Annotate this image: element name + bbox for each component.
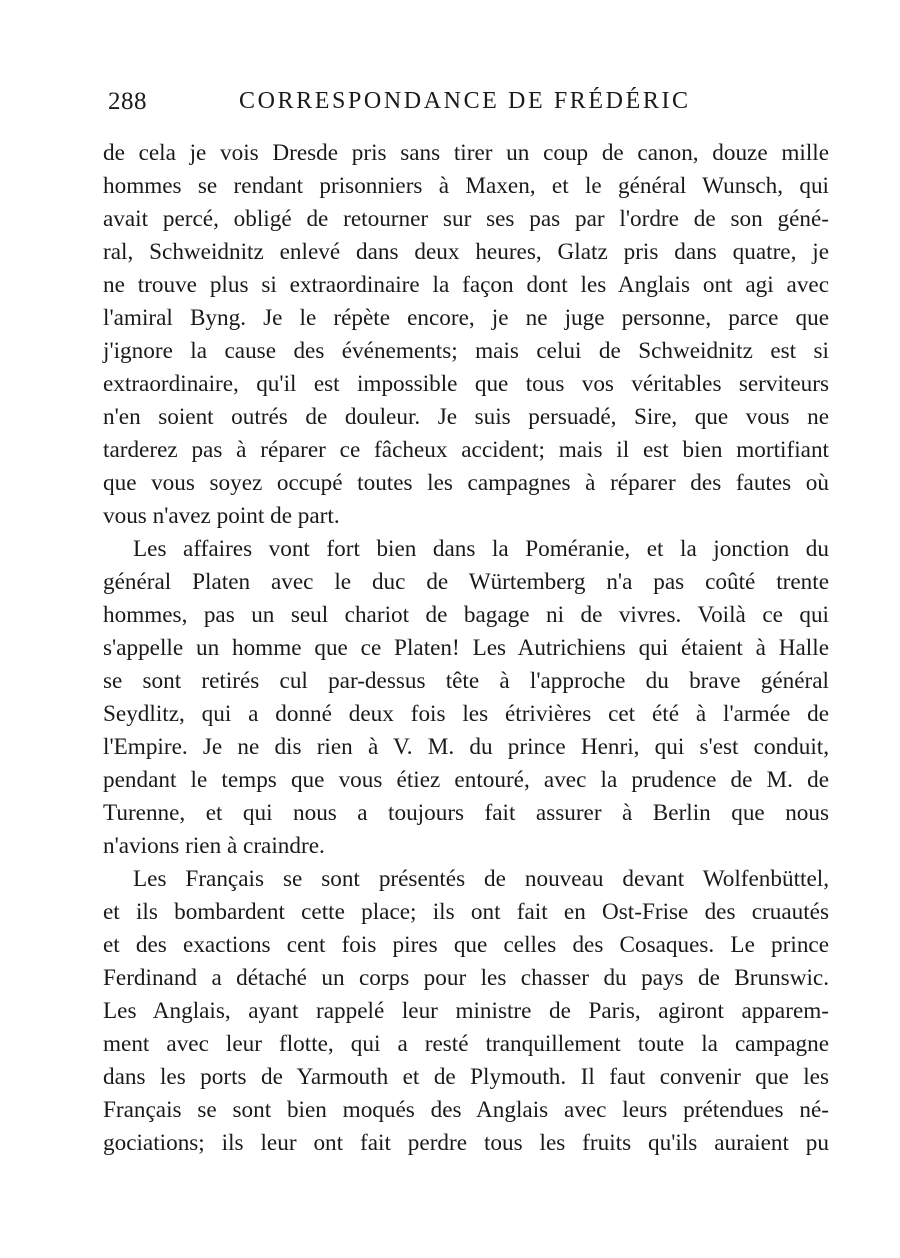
text-line: gociations; ils leur ont fait perdre tous les fruits qu'ils auraient pu (103, 1130, 829, 1156)
text-line: ment avec leur flotte, qui a resté tranquillement toute la campagne (103, 1031, 829, 1057)
text-line: et ils bombardent cette place; ils ont fait en Ost-Frise des cruautés (103, 899, 829, 925)
text-line: l'Empire. Je ne dis rien à V. M. du prince Henri, qui s'est conduit, (103, 734, 829, 760)
paragraph-1 (103, 137, 829, 533)
text-line: Les Anglais, ayant rappelé leur ministre de Paris, agiront apparem- (103, 998, 829, 1024)
paragraph-3 (103, 863, 829, 1160)
text-line: Français se sont bien moqués des Anglais avec leurs prétendues né- (103, 1097, 829, 1123)
text-line: Les Français se sont présentés de nouveau devant Wolfenbüttel, (133, 866, 829, 892)
body-text (103, 137, 829, 1160)
text-line: j'ignore la cause des événements; mais celui de Schweidnitz est si (103, 338, 829, 364)
text-line: extraordinaire, qu'il est impossible que tous vos véritables serviteurs (103, 371, 829, 397)
page-header (108, 88, 708, 128)
text-line: hommes se rendant prisonniers à Maxen, et le général Wunsch, qui (103, 173, 829, 199)
running-title: CORRESPONDANCE DE FRÉDÉRIC (239, 88, 691, 114)
text-line: que vous soyez occupé toutes les campagnes à réparer des fautes où (103, 470, 829, 496)
text-line: de cela je vois Dresde pris sans tirer un coup de canon, douze mille (103, 140, 829, 166)
text-line: tarderez pas à réparer ce fâcheux accident; mais il est bien mortifiant (103, 437, 829, 463)
text-line: Les affaires vont fort bien dans la Poméranie, et la jonction du (133, 536, 829, 562)
page-number: 288 (108, 88, 147, 115)
paragraph-2 (103, 533, 829, 863)
text-line: ral, Schweidnitz enlevé dans deux heures, Glatz pris dans quatre, je (103, 239, 829, 265)
text-line: Ferdinand a détaché un corps pour les chasser du pays de Brunswic. (103, 965, 829, 991)
text-line: hommes, pas un seul chariot de bagage ni de vivres. Voilà ce qui (103, 602, 829, 628)
text-line: et des exactions cent fois pires que celles des Cosaques. Le prince (103, 932, 829, 958)
text-line: l'amiral Byng. Je le répète encore, je ne juge personne, parce que (103, 305, 829, 331)
text-line: n'en soient outrés de douleur. Je suis persuadé, Sire, que vous ne (103, 404, 829, 430)
text-line: n'avions rien à craindre. (103, 833, 325, 859)
text-line: s'appelle un homme que ce Platen! Les Autrichiens qui étaient à Halle (103, 635, 829, 661)
text-line: vous n'avez point de part. (103, 503, 340, 529)
text-line: dans les ports de Yarmouth et de Plymouth. Il faut convenir que les (103, 1064, 829, 1090)
text-line: pendant le temps que vous étiez entouré, avec la prudence de M. de (103, 767, 829, 793)
text-line: se sont retirés cul par-dessus tête à l'approche du brave général (103, 668, 829, 694)
text-line: général Platen avec le duc de Würtemberg n'a pas coûté trente (103, 569, 829, 595)
text-line: avait percé, obligé de retourner sur ses pas par l'ordre de son géné- (103, 206, 829, 232)
text-line: Turenne, et qui nous a toujours fait assurer à Berlin que nous (103, 800, 829, 826)
text-line: ne trouve plus si extraordinaire la façon dont les Anglais ont agi avec (103, 272, 829, 298)
text-line: Seydlitz, qui a donné deux fois les étrivières cet été à l'armée de (103, 701, 829, 727)
